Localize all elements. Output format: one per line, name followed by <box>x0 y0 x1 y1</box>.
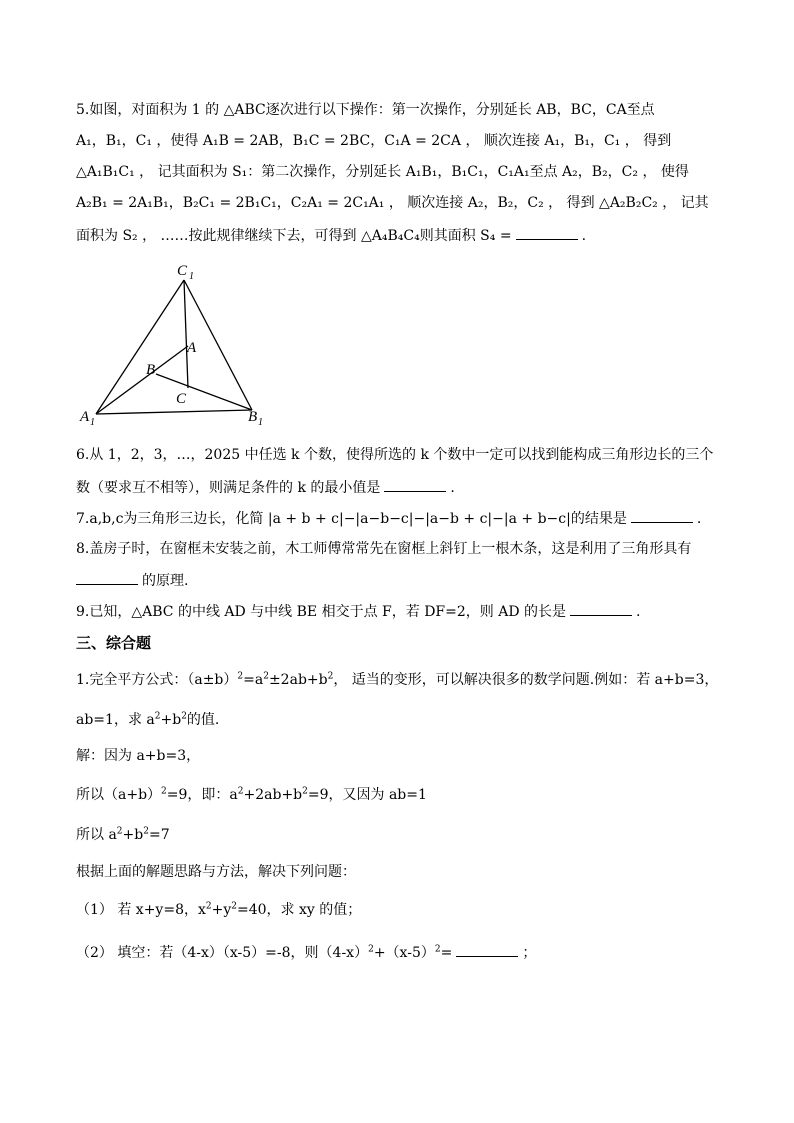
c1-p2a: （2） 填空：若（4-x）（x-5）=-8，则（4-x） <box>76 945 369 961</box>
c1-l1c: ±2ab+b <box>268 672 328 688</box>
c1-l1a: 1.完全平方公式：（a±b） <box>76 672 238 688</box>
c1-p2c: = <box>440 945 453 961</box>
sup: 2 <box>181 711 187 722</box>
c1-l4d: =9，又因为 ab=1 <box>307 787 427 803</box>
c1-l2b: +b <box>160 712 182 728</box>
c1-l4a: 所以（a+b） <box>76 787 162 803</box>
q5-line4: A₂B₁ = 2A₁B₁，B₂C₁ = 2B₁C₁，C₂A₁ = 2C₁A₁ ， 顺次连接 A₂，B₂，C₂ ， 得到 △A₂B₂C₂ ， 记其 <box>76 195 709 211</box>
triangle-figure <box>76 258 276 428</box>
c1-line2 <box>76 710 219 730</box>
sup: 2 <box>327 671 334 682</box>
label-c: C <box>176 391 187 407</box>
section-title: 三、综合题 <box>76 634 152 652</box>
sup: 2 <box>434 944 441 955</box>
c1-l2c: 的值. <box>186 712 220 728</box>
q8-line2-text: 的原理. <box>142 573 189 589</box>
q7-end: . <box>696 511 702 527</box>
q9-text: 9.已知，△ABC 的中线 AD 与中线 BE 相交于点 F，若 DF=2，则 AD 的长是 <box>76 604 567 620</box>
c1-l5b: +b <box>122 827 144 843</box>
answer-blank-c1-part2[interactable] <box>456 942 518 957</box>
q6-line2-end: . <box>450 480 455 496</box>
sup: 2 <box>205 901 212 912</box>
label-c1: C <box>177 263 188 279</box>
segment-a1a <box>96 346 188 414</box>
sup: 2 <box>116 826 123 837</box>
q7-text: 7.a,b,c为三角形三边长，化简 |a + b + c|−|a−b−c|−|a−b + c|−|a + b−c|的结果是 <box>76 511 627 527</box>
c1-l5a: 所以 a <box>76 827 117 843</box>
c1-line5 <box>76 825 170 845</box>
q5-line5-end: . <box>581 228 587 244</box>
label-b1-sub: 1 <box>258 417 263 428</box>
q8-line2 <box>76 570 188 591</box>
sup: 2 <box>368 944 374 955</box>
q9-line <box>76 601 640 622</box>
sup: 2 <box>161 786 167 797</box>
segment-c1c <box>184 280 188 388</box>
q9-end: . <box>636 604 641 620</box>
segment-bb1 <box>156 374 252 410</box>
answer-blank-q7[interactable] <box>631 508 693 523</box>
c1-line6: 根据上面的解题思路与方法，解决下列问题： <box>76 864 356 880</box>
label-b1: B <box>248 409 258 425</box>
q5-line1: 5.如图，对面积为 1 的 △ABC逐次进行以下操作：第一次操作，分别延长 AB，BC，CA至点 <box>76 102 655 118</box>
q6-line1: 6.从 1，2，3，…，2025 中任选 k 个数，使得所选的 k 个数中一定可以找到能构成三角形边长的三个 <box>76 447 714 463</box>
sup: 2 <box>237 671 244 682</box>
c1-l1d: ， 适当的变形，可以解决很多的数学问题.例如：若 a+b=3， <box>333 672 719 688</box>
answer-blank-q9[interactable] <box>570 601 632 616</box>
label-a1-sub: 1 <box>90 417 95 428</box>
q5-line3: △A₁B₁C₁ ， 记其面积为 S₁：第二次操作，分别延长 A₁B₁，B₁C₁，C₁A₁至点 A₂，B₂，C₂ ， 使得 <box>76 164 689 180</box>
sup: 2 <box>154 711 161 722</box>
label-a1: A <box>80 409 90 425</box>
c1-line1 <box>76 670 718 690</box>
c1-part2 <box>76 942 536 963</box>
c1-line3: 解：因为 a+b=3， <box>76 748 201 764</box>
side-c1a1 <box>96 280 184 414</box>
answer-blank-q8[interactable] <box>76 570 138 585</box>
q5-line5-text: 面积为 S₂ ， ……按此规律继续下去，可得到 △A₄B₄C₄则其面积 S₄ = <box>76 228 512 244</box>
c1-p1c: =40，求 xy 的值； <box>237 902 362 918</box>
q6-line2-text: 数（要求互不相等），则满足条件的 k 的最小值是 <box>76 480 381 496</box>
side-a1b1 <box>96 410 252 414</box>
c1-p2b: +（x-5） <box>373 945 435 961</box>
q6-line2 <box>76 477 455 498</box>
answer-blank-q5[interactable] <box>516 225 578 240</box>
sup: 2 <box>231 901 237 912</box>
q8-line1: 8.盖房子时，在窗框未安装之前，木工师傅常常先在窗框上斜钉上一根木条，这是利用了三角形具有 <box>76 541 692 557</box>
c1-l4c: +2ab+b <box>243 787 303 803</box>
c1-l4b: =9，即：a <box>166 787 238 803</box>
sup: 2 <box>143 826 149 837</box>
q7-line <box>76 508 701 529</box>
c1-p1b: +y <box>211 902 232 918</box>
q5-line5 <box>76 225 586 246</box>
c1-l2a: ab=1，求 a <box>76 712 155 728</box>
q5-line2: A₁，B₁，C₁ ，使得 A₁B = 2AB，B₁C = 2BC，C₁A = 2CA ， 顺次连接 A₁，B₁，C₁ ， 得到 <box>76 133 672 149</box>
label-a: A <box>187 340 197 356</box>
sup: 2 <box>263 671 269 682</box>
answer-blank-q6[interactable] <box>384 477 446 492</box>
sup: 2 <box>302 786 308 797</box>
c1-l1b: =a <box>243 672 264 688</box>
sup: 2 <box>237 786 244 797</box>
c1-line4 <box>76 785 427 805</box>
c1-p2d: ； <box>522 945 537 961</box>
c1-l5c: =7 <box>148 827 170 843</box>
label-b: B <box>146 362 156 378</box>
c1-part1 <box>76 900 361 920</box>
label-c1-sub: 1 <box>189 271 194 282</box>
c1-p1a: （1） 若 x+y=8，x <box>76 902 206 918</box>
